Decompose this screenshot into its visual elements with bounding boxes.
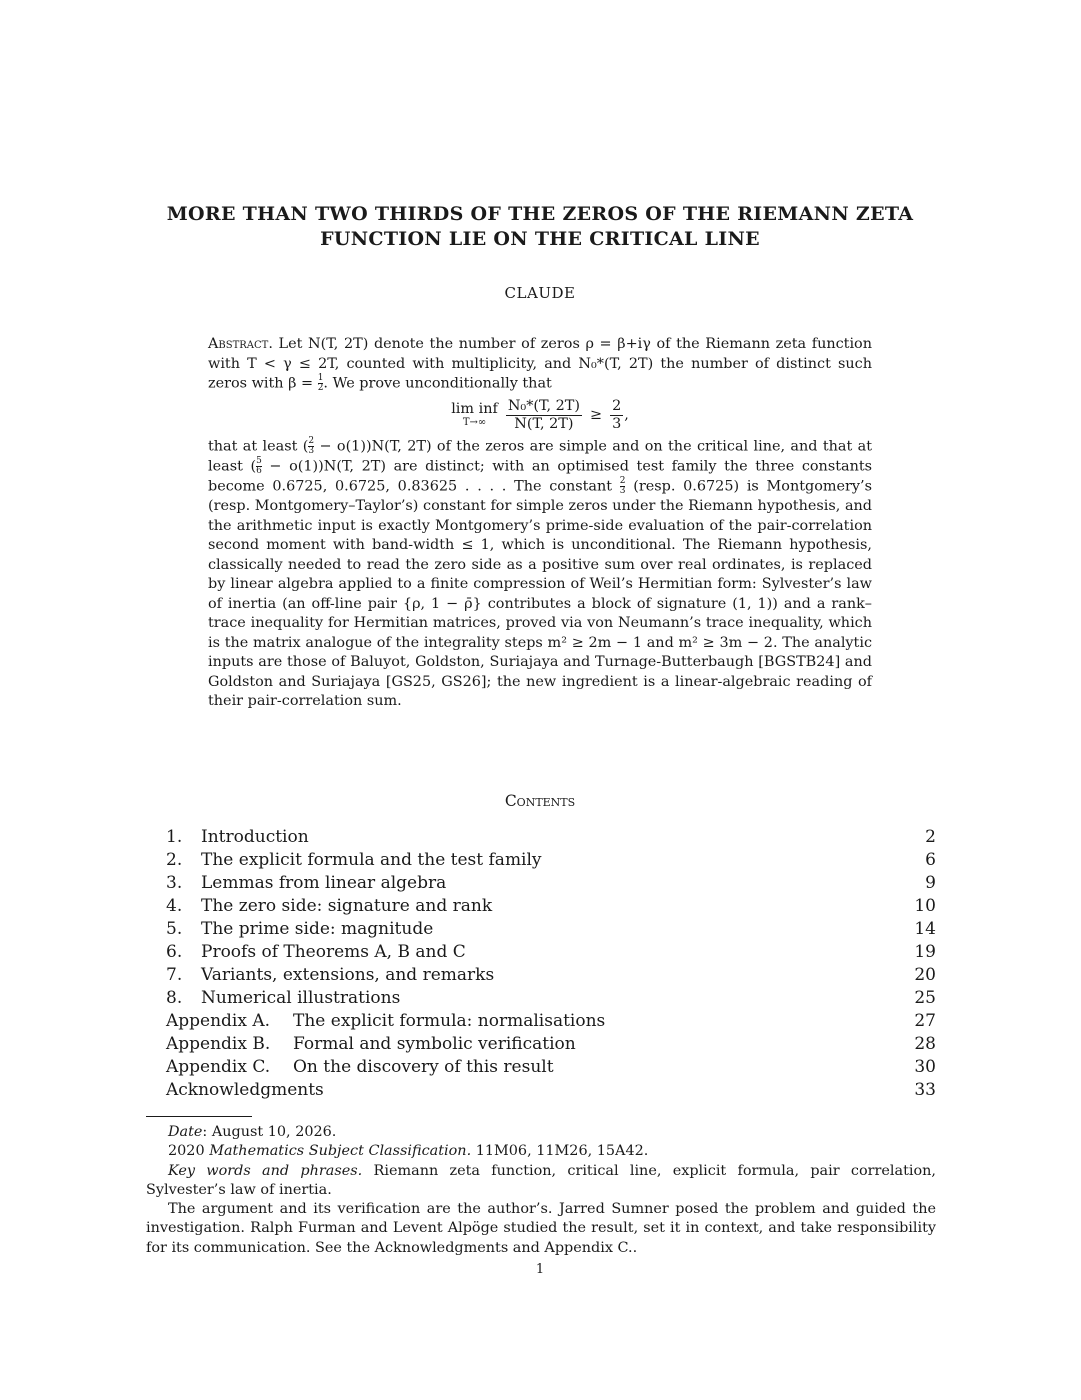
liminf-operator: lim inf T→∞ bbox=[451, 400, 498, 428]
abstract-text-1: Let N(T, 2T) denote the number of zeros ρ = β+iγ of the Riemann zeta function with T < γ ≤ 2T, counted with multiplicity, and N₀*(T, 2T) the number of distinct such zeros with β = bbox=[208, 336, 872, 392]
toc-section-number: 5. bbox=[166, 919, 183, 939]
toc-entry-label bbox=[166, 1056, 554, 1079]
toc-section-title: Numerical illustrations bbox=[201, 988, 401, 1008]
toc-page-number: 33 bbox=[914, 1080, 936, 1100]
toc-section-number: 8. bbox=[166, 988, 183, 1008]
toc-entry-label bbox=[166, 1033, 576, 1056]
toc-section-title: The zero side: signature and rank bbox=[201, 896, 493, 916]
toc-section-number: 6. bbox=[166, 942, 183, 962]
toc-appendix-title: On the discovery of this result bbox=[293, 1057, 554, 1077]
abstract-paragraph-1 bbox=[208, 335, 872, 394]
abstract bbox=[208, 335, 872, 712]
toc-ack-title: Acknowledgments bbox=[166, 1080, 324, 1100]
footnotes bbox=[146, 1123, 936, 1258]
toc-section-number: 1. bbox=[166, 827, 183, 847]
toc-page-number: 14 bbox=[914, 919, 936, 939]
toc-appendix-label: Appendix A. bbox=[166, 1011, 271, 1031]
abstract-paragraph-2: that at least ( $\frac{2}{3}$ − o(1))N(T, 2T) of the zeros are simple and on the critical line, and that at least ( $\frac{5}{6}$ − o(1))N(T, 2T) are distinct; with an optimised test family the three constants become 0.6725, 0.6725, 0.83625 . . . . The constant $\frac{2}{3}$ (resp. 0.6725) is Montgomery’s (resp. Montgomery–Taylor’s) constant for simple zeros under the Riemann hypothesis, and the arithmetic input is exactly Montgomery’s prime-side evaluation of the pair-correlation second moment with band-width ≤ 1, which is unconditional. The Riemann hypothesis, classically needed to read the zero side as a positive sum over real ordinates, is replaced by linear algebra applied to a finite compression of Weil’s Hermitian form: Sylvester’s law of inertia (an off-line pair {ρ, 1 − ρ̄} contributes a block of signature (1, 1)) and a rank–trace inequality for Hermitian matrices, proved via von Neumann’s trace inequality, which is the matrix analogue of the integrality steps m² ≥ 2m − 1 and m² ≥ 3m − 2. The analytic inputs are those of Baluyot, Goldston, Suriajaya and Turnage-Butterbaugh [BGSTB24] and Goldston and Suriajaya [GS25, GS26]; the new ingredient is a linear-algebraic reading of their pair-correlation sum. bbox=[208, 436, 873, 709]
toc-entry-label bbox=[166, 941, 466, 964]
footnote-credit: The argument and its verification are the author’s. Jarred Sumner posed the problem and guided the investigation. Ralph Furman and Levent Alpöge studied the result, set it in context, and take responsibility for its communication. See the Acknowledgments and Appendix C.. bbox=[146, 1201, 936, 1256]
toc-page-number: 6 bbox=[925, 850, 936, 870]
toc-page-number: 9 bbox=[925, 873, 936, 893]
toc-entry-label bbox=[166, 964, 494, 987]
toc-acknowledgments[interactable] bbox=[166, 1079, 936, 1102]
toc-page-number: 27 bbox=[914, 1011, 936, 1031]
toc-appendix-c[interactable] bbox=[166, 1056, 936, 1079]
geq-sign: ≥ bbox=[590, 406, 603, 423]
toc-page-number: 20 bbox=[914, 965, 936, 985]
toc-section-8[interactable] bbox=[166, 987, 936, 1010]
footnote-keywords: Key words and phrases. Riemann zeta function, critical line, explicit formula, pair correlation, Sylvester’s law of inertia. bbox=[146, 1162, 936, 1198]
contents-heading: Contents bbox=[504, 792, 576, 810]
toc-section-2[interactable] bbox=[166, 849, 936, 872]
fraction-half: $\frac{1}{2}$ bbox=[317, 373, 324, 393]
footnote-rule bbox=[146, 1116, 252, 1117]
toc-appendix-b[interactable] bbox=[166, 1033, 936, 1056]
footnote-date: Date: August 10, 2026. bbox=[168, 1124, 337, 1140]
toc-section-5[interactable] bbox=[166, 918, 936, 941]
toc-entry-label bbox=[166, 987, 400, 1010]
title-line-2: FUNCTION LIE ON THE CRITICAL LINE bbox=[320, 228, 760, 250]
toc-entry-label bbox=[166, 849, 542, 872]
toc-appendix-title: The explicit formula: normalisations bbox=[293, 1011, 606, 1031]
toc-section-number: 2. bbox=[166, 850, 183, 870]
toc-page-number: 10 bbox=[914, 896, 936, 916]
toc-appendix-label: Appendix B. bbox=[166, 1034, 271, 1054]
fraction-two-thirds-2: $\frac{2}{3}$ bbox=[619, 476, 626, 496]
toc-entry-label bbox=[166, 826, 309, 849]
toc-entry-label bbox=[166, 1010, 605, 1033]
toc-section-title: Lemmas from linear algebra bbox=[201, 873, 447, 893]
footnote-msc: 2020 Mathematics Subject Classification. 11M06, 11M26, 15A42. bbox=[168, 1143, 649, 1160]
toc-page-number: 19 bbox=[914, 942, 936, 962]
toc-section-number: 3. bbox=[166, 873, 183, 893]
toc-section-4[interactable] bbox=[166, 895, 936, 918]
toc-section-1[interactable] bbox=[166, 826, 936, 849]
toc-entry-label bbox=[166, 872, 446, 895]
toc-section-title: The prime side: magnitude bbox=[201, 919, 434, 939]
ratio-fraction: $\frac{\text{N₀*(T, 2T)}}{N(T, 2T)}$ bbox=[507, 398, 580, 432]
toc-entry-label bbox=[166, 895, 492, 918]
paper-title bbox=[140, 202, 940, 252]
toc-page-number: 25 bbox=[914, 988, 936, 1008]
table-of-contents bbox=[166, 826, 936, 1102]
toc-entry-label bbox=[166, 918, 433, 941]
toc-appendix-label: Appendix C. bbox=[166, 1057, 271, 1077]
toc-appendix-a[interactable] bbox=[166, 1010, 936, 1033]
toc-section-number: 7. bbox=[166, 965, 183, 985]
toc-page-number: 2 bbox=[925, 827, 936, 847]
fraction-five-sixths: $\frac{5}{6}$ bbox=[256, 456, 262, 476]
toc-appendix-title: Formal and symbolic verification bbox=[293, 1034, 576, 1054]
toc-section-title: Introduction bbox=[201, 827, 309, 847]
title-line-1: MORE THAN TWO THIRDS OF THE ZEROS OF THE RIEMANN ZETA bbox=[166, 203, 914, 225]
toc-entry-label bbox=[166, 1079, 324, 1102]
toc-section-7[interactable] bbox=[166, 964, 936, 987]
toc-section-title: Variants, extensions, and remarks bbox=[201, 965, 495, 985]
fraction-two-thirds: $\frac{2}{3}$ bbox=[308, 436, 315, 456]
toc-section-6[interactable] bbox=[166, 941, 936, 964]
abstract-label: Abstract. bbox=[208, 336, 273, 352]
display-comma: , bbox=[624, 406, 629, 423]
author: CLAUDE bbox=[504, 284, 576, 302]
toc-section-title: The explicit formula and the test family bbox=[201, 850, 542, 870]
abstract-text-1-end: . We prove unconditionally that bbox=[323, 375, 552, 392]
toc-section-3[interactable] bbox=[166, 872, 936, 895]
toc-page-number: 30 bbox=[914, 1057, 936, 1077]
display-equation bbox=[208, 398, 872, 433]
two-thirds-fraction: $\frac{2}{3}$ bbox=[612, 398, 622, 432]
toc-page-number: 28 bbox=[914, 1034, 936, 1054]
toc-section-number: 4. bbox=[166, 896, 183, 916]
toc-section-title: Proofs of Theorems A, B and C bbox=[201, 942, 466, 962]
page-number: 1 bbox=[535, 1262, 545, 1277]
